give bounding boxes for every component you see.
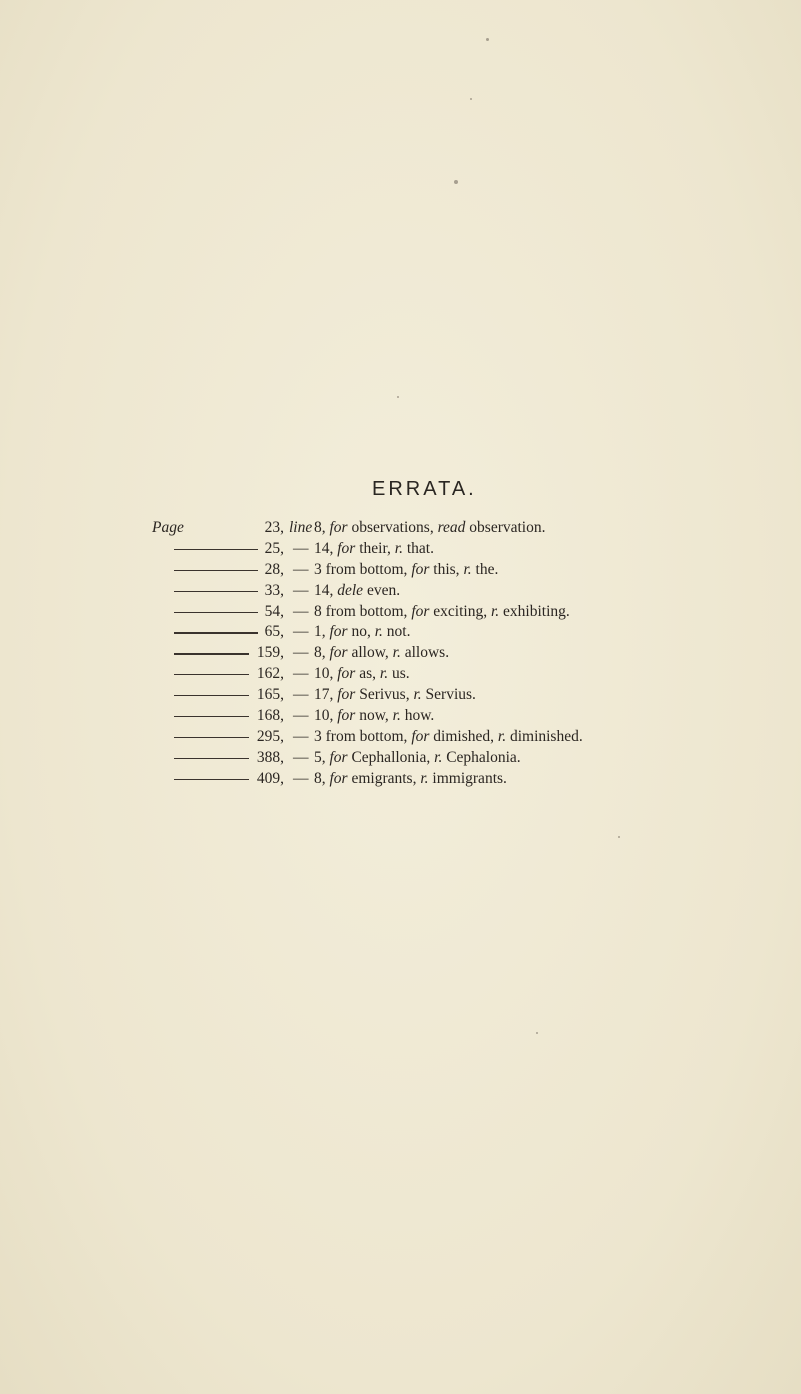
read-word: r. <box>409 686 422 704</box>
correction-text <box>314 664 410 684</box>
ditto-dash: — <box>293 560 309 578</box>
errata-list <box>152 518 772 790</box>
ditto-dash: — <box>293 707 309 725</box>
paper-speck <box>486 38 489 41</box>
read-word: read <box>433 519 466 536</box>
errata-entry <box>152 518 772 539</box>
paper-speck <box>618 836 620 838</box>
errata-entry <box>152 748 772 769</box>
page-prefix: Page <box>152 519 184 536</box>
read-word: r. <box>390 539 403 557</box>
line-number: 8, <box>314 644 330 662</box>
page-number: 28, <box>264 560 284 578</box>
read-word: r. <box>376 665 389 683</box>
correction-text <box>314 581 400 601</box>
correction-text <box>314 727 583 747</box>
line-number: 10, <box>314 665 338 683</box>
page-number: 65, <box>264 623 284 641</box>
page-number: 54, <box>264 602 284 620</box>
ditto-rule <box>174 779 249 780</box>
ditto-dash: — <box>293 623 309 641</box>
wrong-text: this, <box>429 560 460 578</box>
right-text: exhibiting. <box>499 602 570 620</box>
wrong-text: observations, <box>347 519 434 536</box>
for-word: for <box>411 602 430 620</box>
paper-speck <box>397 396 399 398</box>
for-word: for <box>329 519 348 536</box>
correction-text <box>314 769 507 789</box>
correction-text <box>314 643 449 663</box>
ditto-dash: — <box>293 539 309 557</box>
wrong-text: emigrants, <box>347 769 417 787</box>
right-text: how. <box>400 707 435 725</box>
right-text: immigrants. <box>428 769 507 787</box>
read-word: r. <box>487 602 500 620</box>
read-word: r. <box>459 560 472 578</box>
for-word: for <box>329 623 348 641</box>
for-word: for <box>337 686 356 704</box>
errata-entry <box>152 664 772 685</box>
right-text: allows. <box>400 644 450 662</box>
errata-entry <box>152 581 772 602</box>
for-word: for <box>337 539 356 557</box>
right-text: that. <box>402 539 434 557</box>
read-word: r. <box>388 644 401 662</box>
page-number: 25, <box>264 539 284 557</box>
line-number: 14, <box>314 581 338 599</box>
errata-entry <box>152 706 772 727</box>
correction-text <box>314 518 546 538</box>
wrong-text: Serivus, <box>355 686 410 704</box>
errata-entry <box>152 602 772 623</box>
for-word: for <box>329 644 348 662</box>
ditto-rule <box>174 695 249 696</box>
line-number: 17, <box>314 686 338 704</box>
correction-text <box>314 685 476 705</box>
right-text: not. <box>382 623 411 641</box>
correction-text <box>314 560 498 580</box>
read-word: r. <box>370 623 383 641</box>
correction-text <box>314 748 521 768</box>
wrong-text: exciting, <box>429 602 488 620</box>
ditto-dash: — <box>293 665 309 683</box>
paper-speck <box>454 180 458 184</box>
line-label: line <box>289 519 313 536</box>
ditto-dash: — <box>293 769 309 787</box>
ditto-dash: — <box>293 727 309 745</box>
line-number: 3 from bottom, <box>314 560 412 578</box>
wrong-text: Cephallonia, <box>347 748 431 766</box>
ditto-rule <box>174 758 249 759</box>
right-text: diminished. <box>506 727 583 745</box>
page-number: 165, <box>256 686 284 704</box>
line-number: 3 from bottom, <box>314 727 412 745</box>
ditto-rule <box>174 653 249 654</box>
errata-entry <box>152 769 772 790</box>
paper-speck <box>536 1032 538 1034</box>
wrong-text: now, <box>355 707 389 725</box>
ditto-dash: — <box>293 686 309 704</box>
line-number: 5, <box>314 748 330 766</box>
wrong-text: as, <box>355 665 377 683</box>
errata-entry <box>152 539 772 560</box>
wrong-text: even. <box>363 581 401 599</box>
for-word: for <box>411 560 430 578</box>
page-number: 409, <box>256 769 284 787</box>
correction-text <box>314 706 434 726</box>
for-word: for <box>411 727 430 745</box>
ditto-dash: — <box>293 581 309 599</box>
line-number: 8 from bottom, <box>314 602 412 620</box>
errata-entry <box>152 560 772 581</box>
for-word: dele <box>337 581 364 599</box>
errata-entry <box>152 622 772 643</box>
wrong-text: allow, <box>347 644 389 662</box>
errata-entry <box>152 685 772 706</box>
page-number: 162, <box>256 665 284 683</box>
right-text: Cephalonia. <box>442 748 521 766</box>
paper-speck <box>470 98 472 100</box>
errata-entry <box>152 643 772 664</box>
line-number: 10, <box>314 707 338 725</box>
ditto-rule <box>174 674 249 675</box>
page-number: 388, <box>256 748 284 766</box>
errata-heading: ERRATA. <box>372 478 477 500</box>
page-number: 159, <box>256 644 284 662</box>
ditto-rule <box>174 737 249 738</box>
ditto-dash: — <box>293 602 309 620</box>
right-text: us. <box>388 665 410 683</box>
line-number: 1, <box>314 623 330 641</box>
for-word: for <box>337 665 356 683</box>
wrong-text: dimished, <box>429 727 494 745</box>
page-number: 168, <box>256 707 284 725</box>
correction-text <box>314 602 570 622</box>
wrong-text: no, <box>347 623 371 641</box>
ditto-dash: — <box>293 748 309 766</box>
read-word: r. <box>430 748 443 766</box>
for-word: for <box>337 707 356 725</box>
read-word: r. <box>416 769 429 787</box>
page-number: 295, <box>256 727 284 745</box>
correction-text <box>314 622 410 642</box>
for-word: for <box>329 748 348 766</box>
read-word: r. <box>388 707 401 725</box>
right-text: observation. <box>465 519 546 536</box>
line-number: 8, <box>314 769 330 787</box>
wrong-text: their, <box>355 539 391 557</box>
page-number: 23, <box>264 519 284 536</box>
page-number: 33, <box>264 581 284 599</box>
errata-entry <box>152 727 772 748</box>
for-word: for <box>329 769 348 787</box>
right-text: Servius. <box>421 686 476 704</box>
correction-text <box>314 539 434 559</box>
ditto-rule <box>174 716 249 717</box>
line-number: 14, <box>314 539 338 557</box>
read-word: r. <box>494 727 507 745</box>
line-number: 8, <box>314 519 330 536</box>
right-text: the. <box>471 560 499 578</box>
ditto-dash: — <box>293 644 309 662</box>
